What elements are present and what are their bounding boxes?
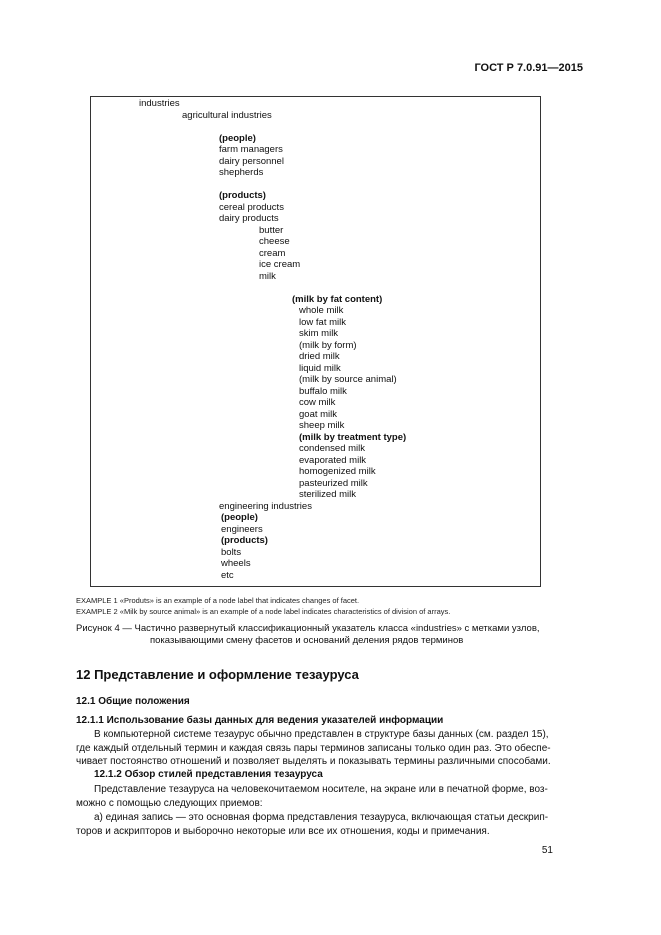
tree-node: dairy personnel xyxy=(219,155,284,167)
tree-node: dairy products xyxy=(219,213,279,224)
tree-node: sterilized milk xyxy=(299,489,357,500)
tree-node: cheese xyxy=(259,236,290,247)
tree-node: dried milk xyxy=(299,351,340,362)
tree-node: wheels xyxy=(221,558,251,569)
tree-node: liquid milk xyxy=(299,362,341,374)
paragraph-2-line-1: Представление тезауруса на человекочитаемом носителе, на экране или в печатной форме, воз- xyxy=(94,784,548,795)
tree-node: engineering industries xyxy=(219,500,312,512)
tree-node: cereal products xyxy=(219,201,284,213)
tree-node: (milk by source animal) xyxy=(299,374,397,385)
section-12-1-2-heading: 12.1.2 Обзор стилей представления тезауруса xyxy=(94,769,323,780)
tree-node: cow milk xyxy=(299,397,336,408)
tree-node: shepherds xyxy=(219,167,264,178)
tree-node: skim milk xyxy=(299,328,339,339)
example-1: EXAMPLE 1 «Produts» is an example of a node label that indicates changes of facet. xyxy=(76,596,360,605)
tree-node: (people) xyxy=(219,132,256,144)
tree-node: (products) xyxy=(221,535,268,546)
figure-caption-line-1: Рисунок 4 — Частично развернутый классификационный указатель класса «industries» с метками узлов, xyxy=(76,623,540,634)
tree-node: farm managers xyxy=(219,144,283,155)
tree-node: condensed milk xyxy=(299,443,366,454)
tree-node: (milk by treatment type) xyxy=(299,431,407,443)
tree-node: butter xyxy=(259,224,284,236)
tree-node: engineers xyxy=(221,523,263,535)
paragraph-3-line-1: а) единая запись — это основная форма представления тезауруса, включающая статьи дескрип- xyxy=(94,812,549,823)
paragraph-1-line-1: В компьютерной системе тезаурус обычно представлен в структуре базы данных (см. раздел 15), xyxy=(94,729,549,740)
tree-node: industries xyxy=(139,98,180,109)
tree-node: (products) xyxy=(219,190,266,201)
tree-node: (milk by fat content) xyxy=(292,293,383,305)
figure-caption-line-2: показывающими смену фасетов и оснований деления рядов терминов xyxy=(150,635,464,646)
tree-node: bolts xyxy=(221,546,242,558)
tree-node: (people) xyxy=(221,512,258,523)
tree-node: buffalo milk xyxy=(299,385,347,397)
tree-node: milk xyxy=(259,270,276,282)
tree-node: (milk by form) xyxy=(299,339,357,351)
section-12-heading: 12 Представление и оформление тезауруса xyxy=(76,667,359,682)
tree-node: etc xyxy=(221,569,234,581)
paragraph-3-line-2: торов и аскрипторов и выборочно некоторые или все их отношения, коды и примечания. xyxy=(76,826,490,837)
paragraph-2-line-2: можно с помощью следующих приемов: xyxy=(76,798,263,809)
section-12-1-1-heading: 12.1.1 Использование базы данных для ведения указателей информации xyxy=(76,715,444,726)
page-number: 51 xyxy=(541,845,553,856)
document-header: ГОСТ Р 7.0.91—2015 xyxy=(474,62,583,74)
tree-node: sheep milk xyxy=(299,420,345,431)
paragraph-1-line-3: чивает постоянство отношений и позволяет выделять и показывать термины различными способами. xyxy=(76,756,551,767)
tree-node: whole milk xyxy=(299,305,344,316)
tree-node: ice cream xyxy=(259,259,301,270)
tree-node: pasteurized milk xyxy=(299,477,368,489)
tree-node: goat milk xyxy=(299,408,338,420)
tree-node: evaporated milk xyxy=(299,454,367,466)
tree-node: agricultural industries xyxy=(182,109,272,121)
tree-node: low fat milk xyxy=(299,316,346,328)
tree-node: cream xyxy=(259,247,286,259)
paragraph-1-line-2: где каждый отдельный термин и каждая связь пары терминов записаны только один раз. Это обеспе- xyxy=(76,743,551,754)
tree-node: homogenized milk xyxy=(299,466,376,477)
section-12-1-heading: 12.1 Общие положения xyxy=(76,696,190,707)
example-2: EXAMPLE 2 «Milk by source animal» is an example of a node label indicates characteristics of division of arrays. xyxy=(76,607,451,616)
